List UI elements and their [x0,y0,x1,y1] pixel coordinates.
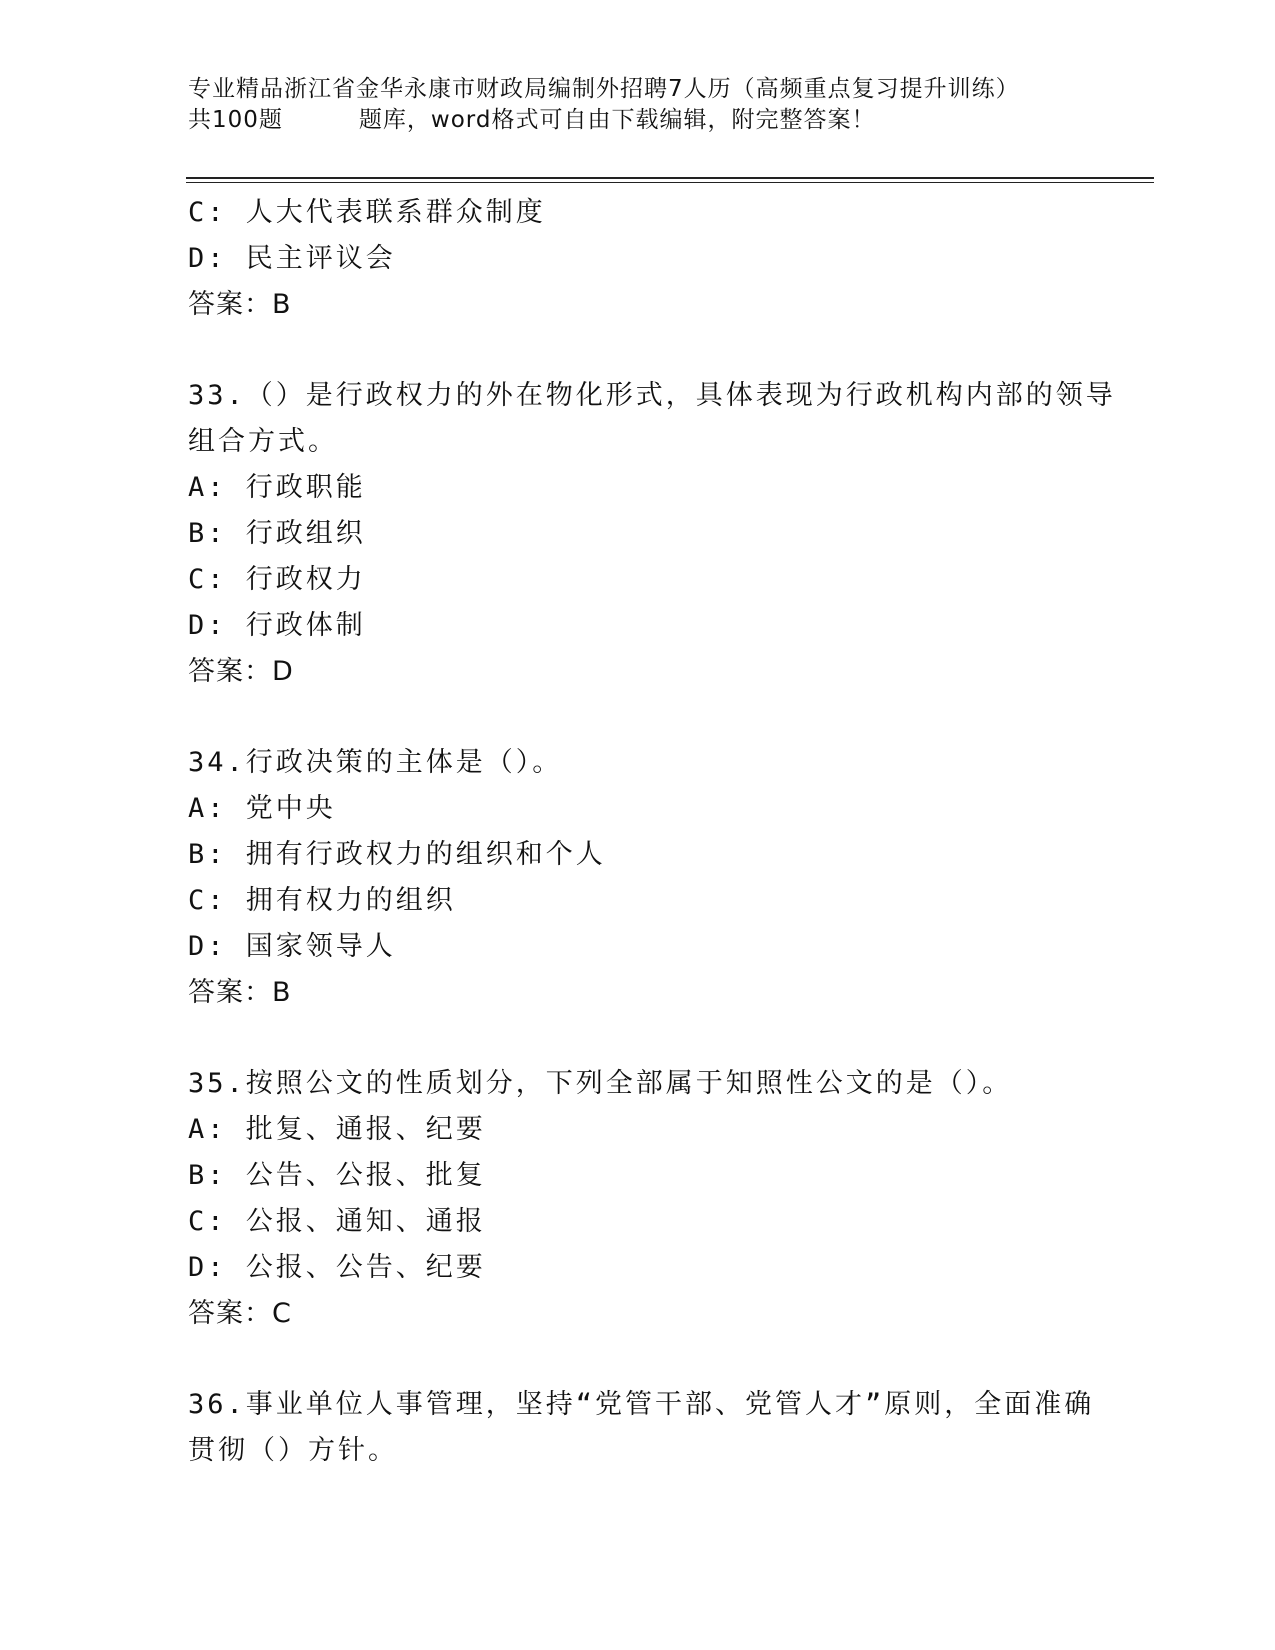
answer-label: 答案：B [188,289,292,320]
question-32-tail [188,190,1088,328]
option-d: D: 民主评议会 [188,243,396,274]
option-d: D: 公报、公告、纪要 [188,1252,486,1283]
question-stem-continued: 贯彻（）方针。 [188,1435,398,1466]
option-c: C: 人大代表联系群众制度 [188,197,546,228]
option-a: A: 党中央 [188,793,336,824]
question-count: 共100题 [188,107,283,133]
question-stem-continued: 组合方式。 [188,426,338,457]
header-subtitle-line [188,105,1168,136]
question-33 [188,373,1116,695]
question-spacer [188,328,1088,373]
header-spacer [283,105,359,136]
answer-label: 答案：C [188,1298,292,1329]
option-b: B: 行政组织 [188,518,366,549]
question-stem: 36.事业单位人事管理，坚持“党管干部、党管人才”原则，全面准确 [188,1389,1095,1420]
question-stem: 35.按照公文的性质划分，下列全部属于知照性公文的是（）。 [188,1068,1013,1099]
option-a: A: 批复、通报、纪要 [188,1114,486,1145]
answer-label: 答案：B [188,977,292,1008]
option-c: C: 公报、通知、通报 [188,1206,486,1237]
question-spacer [188,1016,1088,1061]
header-divider-thick [186,177,1154,179]
option-a: A: 行政职能 [188,472,366,503]
option-c: C: 行政权力 [188,564,366,595]
question-34 [188,740,1088,1016]
option-b: B: 拥有行政权力的组织和个人 [188,839,606,870]
question-36 [188,1382,1095,1474]
question-35 [188,1061,1088,1337]
option-b: B: 公告、公报、批复 [188,1160,486,1191]
answer-label: 答案：D [188,656,294,687]
option-d: D: 行政体制 [188,610,366,641]
document-header [188,74,1168,136]
question-spacer [188,1337,1088,1382]
option-d: D: 国家领导人 [188,931,396,962]
header-description: 题库，word格式可自由下载编辑，附完整答案！ [358,107,876,133]
header-title-line: 专业精品浙江省金华永康市财政局编制外招聘7人历（高频重点复习提升训练） [188,76,1020,102]
question-stem: 34.行政决策的主体是（）。 [188,747,563,778]
question-spacer [188,695,1088,740]
option-c: C: 拥有权力的组织 [188,885,456,916]
document-body [188,190,1116,1474]
question-stem: 33.（）是行政权力的外在物化形式，具体表现为行政机构内部的领导 [188,380,1116,411]
header-divider-thin [186,182,1154,183]
